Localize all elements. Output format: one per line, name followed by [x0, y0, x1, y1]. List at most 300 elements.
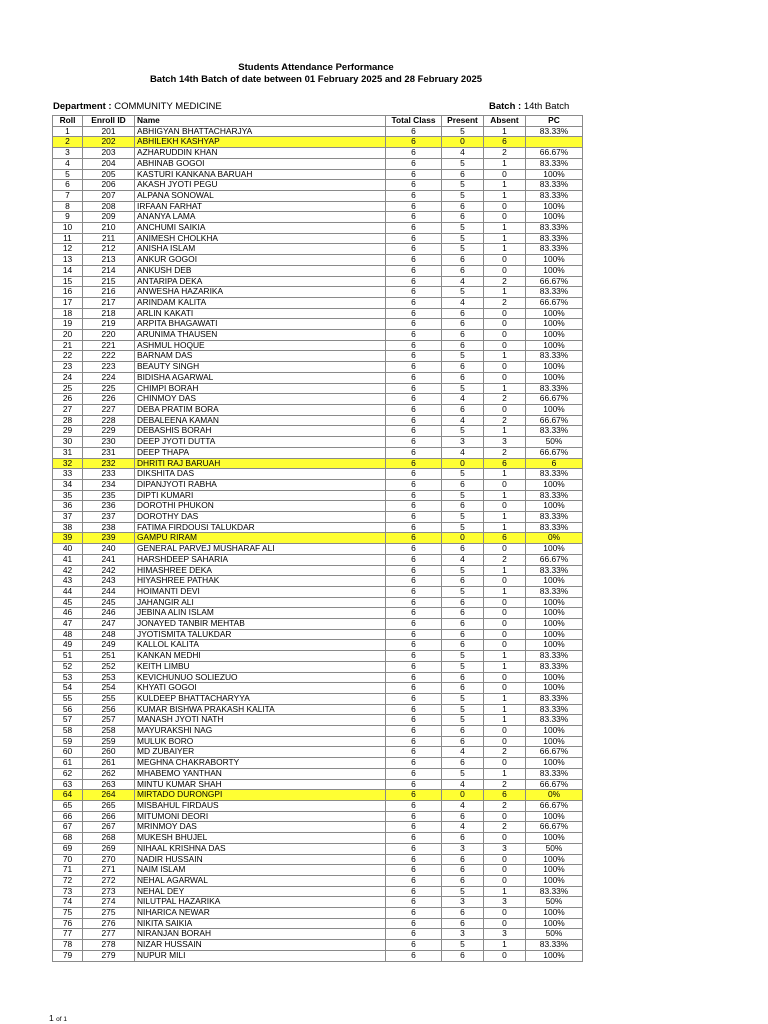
cell-pc: 83.33%: [526, 715, 583, 726]
cell-name: NEHAL AGARWAL: [135, 875, 386, 886]
cell-present: 6: [442, 619, 484, 630]
cell-total-class: 6: [386, 597, 442, 608]
cell-pc: 66.67%: [526, 779, 583, 790]
cell-total-class: 6: [386, 672, 442, 683]
cell-pc: 83.33%: [526, 768, 583, 779]
cell-name: MHABEMO YANTHAN: [135, 768, 386, 779]
table-row: [53, 565, 583, 576]
cell-present: 5: [442, 180, 484, 191]
cell-enroll-id: 206: [83, 180, 135, 191]
cell-absent: 2: [484, 801, 526, 812]
cell-pc: 100%: [526, 908, 583, 919]
cell-absent: 0: [484, 833, 526, 844]
cell-name: DHRITI RAJ BARUAH: [135, 458, 386, 469]
cell-name: NIKITA SAIKIA: [135, 918, 386, 929]
cell-present: 3: [442, 929, 484, 940]
cell-absent: 1: [484, 180, 526, 191]
cell-enroll-id: 265: [83, 801, 135, 812]
cell-total-class: 6: [386, 426, 442, 437]
cell-present: 5: [442, 586, 484, 597]
cell-name: MANASH JYOTI NATH: [135, 715, 386, 726]
table-row: [53, 447, 583, 458]
cell-enroll-id: 261: [83, 758, 135, 769]
cell-total-class: 6: [386, 554, 442, 565]
cell-absent: 1: [484, 383, 526, 394]
cell-total-class: 6: [386, 619, 442, 630]
table-row: [53, 297, 583, 308]
cell-absent: 0: [484, 918, 526, 929]
table-row: [53, 351, 583, 362]
cell-present: 0: [442, 533, 484, 544]
cell-absent: 1: [484, 426, 526, 437]
table-row: [53, 619, 583, 630]
cell-name: DEEP THAPA: [135, 447, 386, 458]
cell-name: CHIMPI BORAH: [135, 383, 386, 394]
cell-absent: 3: [484, 843, 526, 854]
cell-present: 6: [442, 169, 484, 180]
cell-absent: 3: [484, 897, 526, 908]
table-row: [53, 223, 583, 234]
cell-total-class: 6: [386, 629, 442, 640]
cell-total-class: 6: [386, 790, 442, 801]
cell-pc: 83.33%: [526, 244, 583, 255]
cell-enroll-id: 203: [83, 148, 135, 159]
cell-pc: 100%: [526, 362, 583, 373]
cell-present: 5: [442, 287, 484, 298]
cell-roll: 30: [53, 437, 83, 448]
cell-absent: 0: [484, 169, 526, 180]
cell-present: 5: [442, 704, 484, 715]
table-row: [53, 779, 583, 790]
column-header-absent: Absent: [484, 116, 526, 127]
cell-roll: 61: [53, 758, 83, 769]
column-header-pc: PC: [526, 116, 583, 127]
table-row: [53, 255, 583, 266]
cell-enroll-id: 233: [83, 469, 135, 480]
cell-absent: 0: [484, 811, 526, 822]
cell-pc: 100%: [526, 640, 583, 651]
cell-total-class: 6: [386, 875, 442, 886]
cell-total-class: 6: [386, 886, 442, 897]
cell-roll: 78: [53, 940, 83, 951]
cell-total-class: 6: [386, 865, 442, 876]
cell-present: 6: [442, 608, 484, 619]
cell-pc: 83.33%: [526, 886, 583, 897]
cell-present: 6: [442, 758, 484, 769]
cell-enroll-id: 238: [83, 522, 135, 533]
cell-total-class: 6: [386, 918, 442, 929]
cell-name: ANISHA ISLAM: [135, 244, 386, 255]
column-header-name: Name: [135, 116, 386, 127]
cell-pc: 100%: [526, 501, 583, 512]
cell-present: 6: [442, 308, 484, 319]
cell-absent: 1: [484, 704, 526, 715]
table-row: [53, 469, 583, 480]
cell-absent: 0: [484, 201, 526, 212]
cell-enroll-id: 272: [83, 875, 135, 886]
table-row: [53, 512, 583, 523]
cell-absent: 1: [484, 768, 526, 779]
cell-absent: 3: [484, 437, 526, 448]
table-row: [53, 554, 583, 565]
cell-enroll-id: 244: [83, 586, 135, 597]
cell-present: 5: [442, 693, 484, 704]
table-row: [53, 501, 583, 512]
table-row: [53, 148, 583, 159]
cell-total-class: 6: [386, 340, 442, 351]
cell-roll: 36: [53, 501, 83, 512]
cell-pc: 66.67%: [526, 415, 583, 426]
cell-present: 6: [442, 950, 484, 961]
cell-absent: 1: [484, 287, 526, 298]
cell-enroll-id: 226: [83, 394, 135, 405]
cell-enroll-id: 219: [83, 319, 135, 330]
cell-roll: 72: [53, 875, 83, 886]
cell-present: 6: [442, 319, 484, 330]
cell-enroll-id: 247: [83, 619, 135, 630]
cell-present: 5: [442, 158, 484, 169]
cell-absent: 0: [484, 640, 526, 651]
cell-enroll-id: 279: [83, 950, 135, 961]
cell-absent: 0: [484, 619, 526, 630]
cell-present: 6: [442, 597, 484, 608]
cell-roll: 26: [53, 394, 83, 405]
cell-roll: 7: [53, 190, 83, 201]
cell-pc: 100%: [526, 576, 583, 587]
cell-name: MAYURAKSHI NAG: [135, 726, 386, 737]
cell-total-class: 6: [386, 908, 442, 919]
cell-roll: 19: [53, 319, 83, 330]
cell-total-class: 6: [386, 372, 442, 383]
cell-absent: 0: [484, 576, 526, 587]
table-row: [53, 158, 583, 169]
cell-roll: 70: [53, 854, 83, 865]
cell-pc: 100%: [526, 544, 583, 555]
cell-enroll-id: 241: [83, 554, 135, 565]
cell-name: KANKAN MEDHI: [135, 651, 386, 662]
cell-total-class: 6: [386, 265, 442, 276]
cell-absent: 1: [484, 661, 526, 672]
cell-pc: 100%: [526, 758, 583, 769]
cell-absent: 0: [484, 597, 526, 608]
cell-roll: 75: [53, 908, 83, 919]
cell-roll: 68: [53, 833, 83, 844]
cell-total-class: 6: [386, 362, 442, 373]
cell-roll: 40: [53, 544, 83, 555]
cell-enroll-id: 209: [83, 212, 135, 223]
cell-present: 6: [442, 875, 484, 886]
cell-absent: 6: [484, 790, 526, 801]
cell-name: ABHILEKH KASHYAP: [135, 137, 386, 148]
cell-pc: 50%: [526, 843, 583, 854]
cell-enroll-id: 248: [83, 629, 135, 640]
cell-name: KASTURI KANKANA BARUAH: [135, 169, 386, 180]
cell-pc: 100%: [526, 319, 583, 330]
cell-enroll-id: 230: [83, 437, 135, 448]
cell-roll: 69: [53, 843, 83, 854]
cell-name: BEAUTY SINGH: [135, 362, 386, 373]
cell-enroll-id: 224: [83, 372, 135, 383]
cell-total-class: 6: [386, 683, 442, 694]
cell-name: NIZAR HUSSAIN: [135, 940, 386, 951]
cell-pc: 83.33%: [526, 469, 583, 480]
cell-total-class: 6: [386, 158, 442, 169]
cell-name: CHINMOY DAS: [135, 394, 386, 405]
table-row: [53, 233, 583, 244]
cell-enroll-id: 223: [83, 362, 135, 373]
cell-enroll-id: 260: [83, 747, 135, 758]
cell-enroll-id: 273: [83, 886, 135, 897]
cell-present: 6: [442, 865, 484, 876]
cell-name: KEVICHUNUO SOLIEZUO: [135, 672, 386, 683]
cell-pc: 100%: [526, 308, 583, 319]
cell-pc: 83.33%: [526, 383, 583, 394]
table-row: [53, 854, 583, 865]
cell-total-class: 6: [386, 169, 442, 180]
cell-enroll-id: 207: [83, 190, 135, 201]
cell-present: 6: [442, 404, 484, 415]
cell-roll: 76: [53, 918, 83, 929]
cell-name: MUKESH BHUJEL: [135, 833, 386, 844]
cell-enroll-id: 236: [83, 501, 135, 512]
cell-name: JAHANGIR ALI: [135, 597, 386, 608]
cell-total-class: 6: [386, 212, 442, 223]
cell-pc: 100%: [526, 340, 583, 351]
table-row: [53, 308, 583, 319]
cell-name: JONAYED TANBIR MEHTAB: [135, 619, 386, 630]
table-row: [53, 212, 583, 223]
cell-roll: 27: [53, 404, 83, 415]
cell-roll: 59: [53, 736, 83, 747]
cell-name: ASHMUL HOQUE: [135, 340, 386, 351]
cell-roll: 33: [53, 469, 83, 480]
cell-pc: 83.33%: [526, 565, 583, 576]
cell-present: 6: [442, 576, 484, 587]
cell-roll: 73: [53, 886, 83, 897]
cell-pc: 83.33%: [526, 180, 583, 191]
cell-present: 4: [442, 554, 484, 565]
cell-roll: 48: [53, 629, 83, 640]
cell-absent: 1: [484, 190, 526, 201]
cell-total-class: 6: [386, 522, 442, 533]
cell-pc: 83.33%: [526, 661, 583, 672]
cell-pc: 100%: [526, 683, 583, 694]
cell-roll: 28: [53, 415, 83, 426]
cell-enroll-id: 228: [83, 415, 135, 426]
cell-pc: 83.33%: [526, 426, 583, 437]
cell-roll: 20: [53, 330, 83, 341]
cell-total-class: 6: [386, 801, 442, 812]
cell-total-class: 6: [386, 608, 442, 619]
cell-name: MEGHNA CHAKRABORTY: [135, 758, 386, 769]
table-row: [53, 319, 583, 330]
table-row: [53, 586, 583, 597]
cell-present: 6: [442, 544, 484, 555]
table-row: [53, 833, 583, 844]
cell-pc: 83.33%: [526, 223, 583, 234]
cell-roll: 51: [53, 651, 83, 662]
cell-roll: 13: [53, 255, 83, 266]
cell-enroll-id: 263: [83, 779, 135, 790]
cell-absent: 1: [484, 940, 526, 951]
table-row: [53, 415, 583, 426]
cell-total-class: 6: [386, 437, 442, 448]
cell-name: ANCHUMI SAIKIA: [135, 223, 386, 234]
cell-present: 6: [442, 362, 484, 373]
cell-enroll-id: 208: [83, 201, 135, 212]
cell-name: ANTARIPA DEKA: [135, 276, 386, 287]
cell-absent: 1: [484, 715, 526, 726]
cell-present: 3: [442, 437, 484, 448]
cell-present: 3: [442, 897, 484, 908]
cell-total-class: 6: [386, 715, 442, 726]
cell-roll: 58: [53, 726, 83, 737]
cell-enroll-id: 227: [83, 404, 135, 415]
cell-total-class: 6: [386, 351, 442, 362]
cell-total-class: 6: [386, 704, 442, 715]
cell-absent: 2: [484, 415, 526, 426]
cell-present: 6: [442, 683, 484, 694]
cell-total-class: 6: [386, 576, 442, 587]
table-row: [53, 383, 583, 394]
cell-roll: 67: [53, 822, 83, 833]
table-row: [53, 758, 583, 769]
cell-enroll-id: 246: [83, 608, 135, 619]
cell-present: 4: [442, 801, 484, 812]
department-value: COMMUNITY MEDICINE: [114, 101, 222, 112]
column-header-enroll-id: Enroll ID: [83, 116, 135, 127]
report-title: Students Attendance Performance: [238, 62, 394, 73]
cell-present: 5: [442, 351, 484, 362]
cell-present: 6: [442, 330, 484, 341]
cell-name: MISBAHUL FIRDAUS: [135, 801, 386, 812]
table-row: [53, 875, 583, 886]
table-row: [53, 490, 583, 501]
cell-pc: 100%: [526, 372, 583, 383]
cell-roll: 4: [53, 158, 83, 169]
cell-pc: 66.67%: [526, 801, 583, 812]
cell-absent: 0: [484, 865, 526, 876]
cell-pc: 6: [526, 458, 583, 469]
cell-pc: 100%: [526, 918, 583, 929]
cell-total-class: 6: [386, 779, 442, 790]
cell-enroll-id: 255: [83, 693, 135, 704]
cell-roll: 6: [53, 180, 83, 191]
cell-total-class: 6: [386, 940, 442, 951]
table-row: [53, 897, 583, 908]
cell-pc: 66.67%: [526, 747, 583, 758]
cell-absent: 6: [484, 458, 526, 469]
cell-name: HOIMANTI DEVI: [135, 586, 386, 597]
cell-name: NADIR HUSSAIN: [135, 854, 386, 865]
table-row: [53, 287, 583, 298]
cell-name: ANIMESH CHOLKHA: [135, 233, 386, 244]
cell-enroll-id: 254: [83, 683, 135, 694]
cell-enroll-id: 274: [83, 897, 135, 908]
cell-pc: 66.67%: [526, 148, 583, 159]
cell-name: ARUNIMA THAUSEN: [135, 330, 386, 341]
cell-absent: 2: [484, 779, 526, 790]
table-row: [53, 372, 583, 383]
table-row: [53, 533, 583, 544]
cell-absent: 2: [484, 148, 526, 159]
cell-name: DIKSHITA DAS: [135, 469, 386, 480]
cell-roll: 64: [53, 790, 83, 801]
cell-pc: [526, 137, 583, 148]
cell-absent: 1: [484, 469, 526, 480]
cell-name: NIHAAL KRISHNA DAS: [135, 843, 386, 854]
cell-absent: 1: [484, 522, 526, 533]
cell-present: 5: [442, 661, 484, 672]
cell-name: ARLIN KAKATI: [135, 308, 386, 319]
cell-present: 5: [442, 768, 484, 779]
cell-absent: 0: [484, 908, 526, 919]
cell-total-class: 6: [386, 512, 442, 523]
cell-present: 6: [442, 908, 484, 919]
cell-enroll-id: 212: [83, 244, 135, 255]
cell-name: ANKUSH DEB: [135, 265, 386, 276]
cell-present: 5: [442, 244, 484, 255]
cell-pc: 100%: [526, 833, 583, 844]
cell-present: 5: [442, 469, 484, 480]
cell-present: 5: [442, 715, 484, 726]
cell-roll: 24: [53, 372, 83, 383]
cell-absent: 1: [484, 512, 526, 523]
cell-pc: 66.67%: [526, 554, 583, 565]
cell-roll: 12: [53, 244, 83, 255]
cell-enroll-id: 205: [83, 169, 135, 180]
cell-roll: 46: [53, 608, 83, 619]
cell-enroll-id: 232: [83, 458, 135, 469]
cell-pc: 83.33%: [526, 586, 583, 597]
cell-present: 6: [442, 833, 484, 844]
column-header-total-class: Total Class: [386, 116, 442, 127]
cell-present: 6: [442, 726, 484, 737]
cell-name: DIPTI KUMARI: [135, 490, 386, 501]
cell-name: ABHIGYAN BHATTACHARJYA: [135, 126, 386, 137]
cell-pc: 100%: [526, 212, 583, 223]
cell-name: HIMASHREE DEKA: [135, 565, 386, 576]
cell-roll: 38: [53, 522, 83, 533]
cell-absent: 0: [484, 265, 526, 276]
cell-total-class: 6: [386, 640, 442, 651]
cell-total-class: 6: [386, 833, 442, 844]
cell-present: 5: [442, 886, 484, 897]
cell-roll: 31: [53, 447, 83, 458]
cell-roll: 42: [53, 565, 83, 576]
cell-enroll-id: 235: [83, 490, 135, 501]
cell-present: 4: [442, 822, 484, 833]
cell-name: KEITH LIMBU: [135, 661, 386, 672]
cell-roll: 14: [53, 265, 83, 276]
cell-total-class: 6: [386, 897, 442, 908]
table-row: [53, 576, 583, 587]
table-row: [53, 126, 583, 137]
cell-pc: 100%: [526, 201, 583, 212]
cell-enroll-id: 222: [83, 351, 135, 362]
cell-present: 0: [442, 458, 484, 469]
cell-pc: 66.67%: [526, 394, 583, 405]
cell-total-class: 6: [386, 276, 442, 287]
cell-total-class: 6: [386, 223, 442, 234]
page-number: 1: [49, 1013, 54, 1023]
cell-present: 5: [442, 522, 484, 533]
cell-pc: 83.33%: [526, 490, 583, 501]
table-row: [53, 544, 583, 555]
table-row: [53, 822, 583, 833]
table-row: [53, 404, 583, 415]
cell-roll: 56: [53, 704, 83, 715]
